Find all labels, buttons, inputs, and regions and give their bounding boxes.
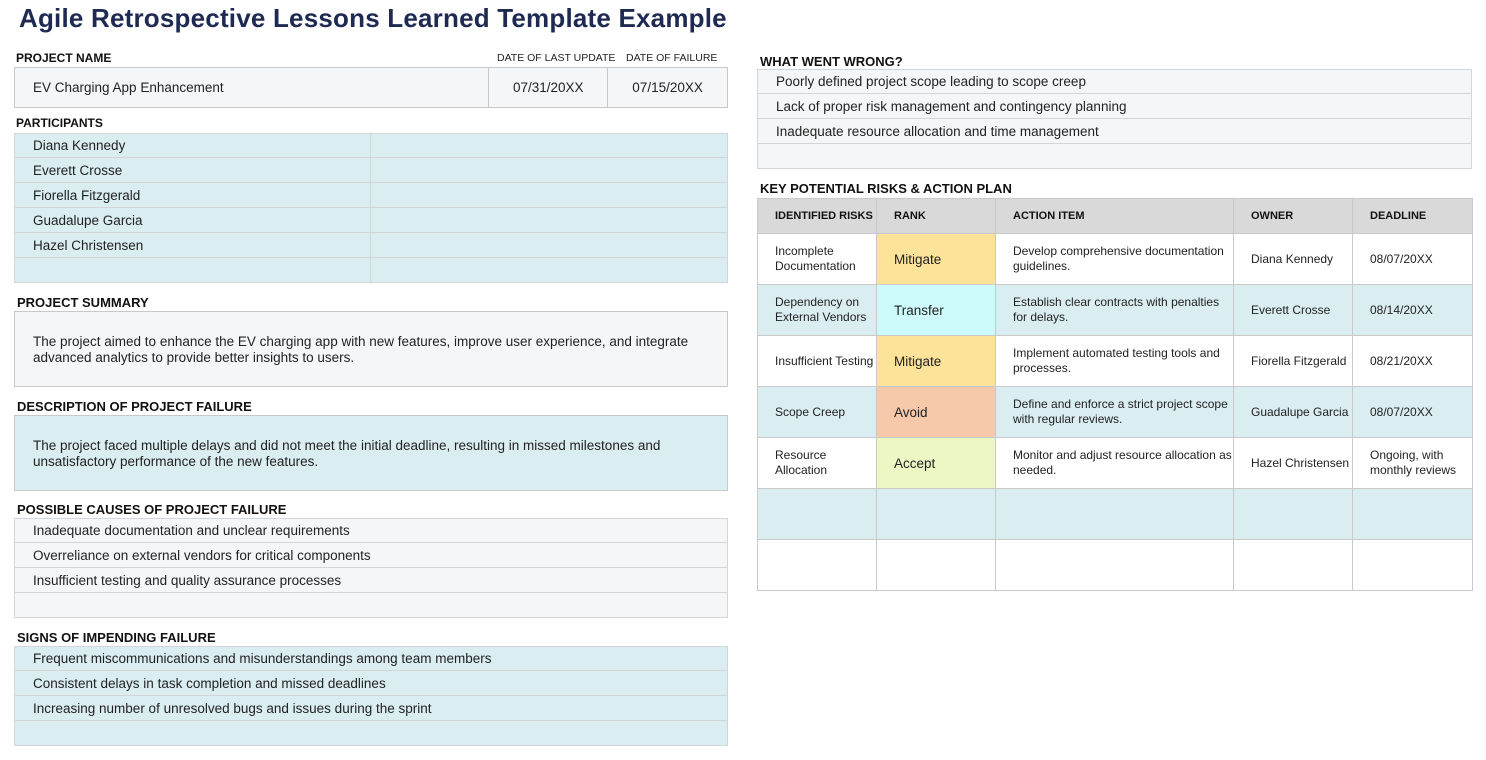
action-cell[interactable]: Establish clear contracts with penalties for delays. (996, 285, 1234, 336)
signs-list (14, 646, 728, 746)
rank-cell[interactable]: Avoid (877, 387, 996, 438)
list-item[interactable] (758, 144, 1471, 169)
cause-text: Overreliance on external vendors for critical components (33, 547, 371, 563)
rank-cell[interactable] (877, 540, 996, 591)
deadline-cell[interactable] (1353, 489, 1473, 540)
owner-cell[interactable]: Guadalupe Garcia (1234, 387, 1353, 438)
last-update-label: DATE OF LAST UPDATE (497, 52, 616, 64)
risk-table-header (758, 199, 1473, 234)
risk-cell[interactable] (758, 540, 877, 591)
action-cell[interactable] (996, 540, 1234, 591)
owner-cell[interactable]: Hazel Christensen (1234, 438, 1353, 489)
signs-label: SIGNS OF IMPENDING FAILURE (17, 630, 216, 645)
action-cell[interactable]: Develop comprehensive documentation guidelines. (996, 234, 1234, 285)
list-item[interactable] (758, 69, 1471, 94)
risk-cell[interactable]: Resource Allocation (758, 438, 877, 489)
cause-text: Inadequate documentation and unclear requirements (33, 523, 350, 538)
list-item[interactable] (15, 568, 727, 593)
deadline-cell[interactable]: 08/14/20XX (1353, 285, 1473, 336)
deadline-cell[interactable]: 08/07/20XX (1353, 234, 1473, 285)
table-row (758, 336, 1473, 387)
failure-date-label: DATE OF FAILURE (626, 52, 718, 64)
risk-cell[interactable]: Scope Creep (758, 387, 877, 438)
participant-name (15, 258, 371, 282)
rank-cell[interactable] (877, 489, 996, 540)
deadline-cell[interactable] (1353, 540, 1473, 591)
list-item[interactable] (15, 646, 727, 671)
owner-cell[interactable] (1234, 540, 1353, 591)
deadline-cell[interactable]: 08/07/20XX (1353, 387, 1473, 438)
rank-cell[interactable]: Accept (877, 438, 996, 489)
participant-row[interactable] (15, 158, 727, 183)
participant-row[interactable] (15, 133, 727, 158)
participants-label: PARTICIPANTS (16, 116, 103, 130)
deadline-cell[interactable]: Ongoing, with monthly reviews (1353, 438, 1473, 489)
sign-text: Consistent delays in task completion and missed deadlines (33, 675, 386, 691)
failure-date-field[interactable]: 07/15/20XX (632, 80, 703, 95)
table-row (758, 438, 1473, 489)
what-went-wrong-label: WHAT WENT WRONG? (760, 54, 903, 69)
list-item[interactable] (15, 696, 727, 721)
rank-cell[interactable]: Mitigate (877, 336, 996, 387)
project-name-field[interactable]: EV Charging App Enhancement (15, 68, 489, 107)
participant-name: Fiorella Fitzgerald (15, 183, 371, 207)
list-item[interactable] (15, 721, 727, 746)
failure-description-box[interactable]: The project faced multiple delays and did not meet the initial deadline, resulting in missed milestones and unsatisfactory performance of the new features. (14, 415, 728, 491)
wrong-text: Lack of proper risk management and contingency planning (776, 98, 1127, 114)
owner-cell[interactable] (1234, 489, 1353, 540)
causes-label: POSSIBLE CAUSES OF PROJECT FAILURE (17, 502, 287, 517)
participant-name: Hazel Christensen (15, 233, 371, 257)
table-row (758, 540, 1473, 591)
action-cell[interactable]: Implement automated testing tools and processes. (996, 336, 1234, 387)
table-row (758, 387, 1473, 438)
page-title: Agile Retrospective Lessons Learned Template Example (19, 3, 727, 33)
summary-box[interactable]: The project aimed to enhance the EV charging app with new features, improve user experience, and integrate advanced analytics to provide better insights to users. (14, 311, 728, 387)
owner-cell[interactable]: Everett Crosse (1234, 285, 1353, 336)
wrong-text: Inadequate resource allocation and time management (776, 123, 1099, 139)
risk-table (757, 198, 1473, 591)
table-row (758, 489, 1473, 540)
deadline-cell[interactable]: 08/21/20XX (1353, 336, 1473, 387)
last-update-field[interactable]: 07/31/20XX (489, 68, 608, 107)
header-owner: OWNER (1234, 199, 1353, 234)
list-item[interactable] (15, 518, 727, 543)
table-row (758, 234, 1473, 285)
participant-name: Guadalupe Garcia (15, 208, 371, 232)
project-name-label: PROJECT NAME (16, 51, 112, 65)
failure-description-label: DESCRIPTION OF PROJECT FAILURE (17, 399, 252, 414)
header-rank: RANK (877, 199, 996, 234)
risk-cell[interactable]: Dependency on External Vendors (758, 285, 877, 336)
rank-cell[interactable]: Mitigate (877, 234, 996, 285)
participant-name: Diana Kennedy (15, 134, 371, 157)
sign-text: Frequent miscommunications and misunderstandings among team members (33, 651, 492, 666)
rank-cell[interactable]: Transfer (877, 285, 996, 336)
list-item[interactable] (758, 119, 1471, 144)
project-info-row (14, 67, 728, 108)
causes-list (14, 518, 728, 618)
participant-row[interactable] (15, 233, 727, 258)
risk-cell[interactable]: Incomplete Documentation (758, 234, 877, 285)
action-cell[interactable]: Monitor and adjust resource allocation as needed. (996, 438, 1234, 489)
header-deadline: DEADLINE (1353, 199, 1473, 234)
table-row (758, 285, 1473, 336)
risk-cell[interactable]: Insufficient Testing (758, 336, 877, 387)
participant-row[interactable] (15, 183, 727, 208)
risks-label: KEY POTENTIAL RISKS & ACTION PLAN (760, 181, 1012, 196)
participants-list (14, 133, 728, 283)
list-item[interactable] (15, 593, 727, 618)
list-item[interactable] (15, 671, 727, 696)
header-identified-risks: IDENTIFIED RISKS (758, 199, 877, 234)
risk-cell[interactable] (758, 489, 877, 540)
owner-cell[interactable]: Diana Kennedy (1234, 234, 1353, 285)
header-action-item: ACTION ITEM (996, 199, 1234, 234)
list-item[interactable] (15, 543, 727, 568)
sign-text: Increasing number of unresolved bugs and issues during the sprint (33, 700, 432, 716)
cause-text: Insufficient testing and quality assurance processes (33, 572, 342, 588)
action-cell[interactable]: Define and enforce a strict project scope with regular reviews. (996, 387, 1234, 438)
participant-row[interactable] (15, 208, 727, 233)
what-went-wrong-list (757, 69, 1472, 169)
list-item[interactable] (758, 94, 1471, 119)
participant-row[interactable] (15, 258, 727, 283)
wrong-text: Poorly defined project scope leading to scope creep (776, 74, 1086, 89)
participant-name: Everett Crosse (15, 158, 371, 182)
action-cell[interactable] (996, 489, 1234, 540)
summary-label: PROJECT SUMMARY (17, 295, 149, 310)
owner-cell[interactable]: Fiorella Fitzgerald (1234, 336, 1353, 387)
